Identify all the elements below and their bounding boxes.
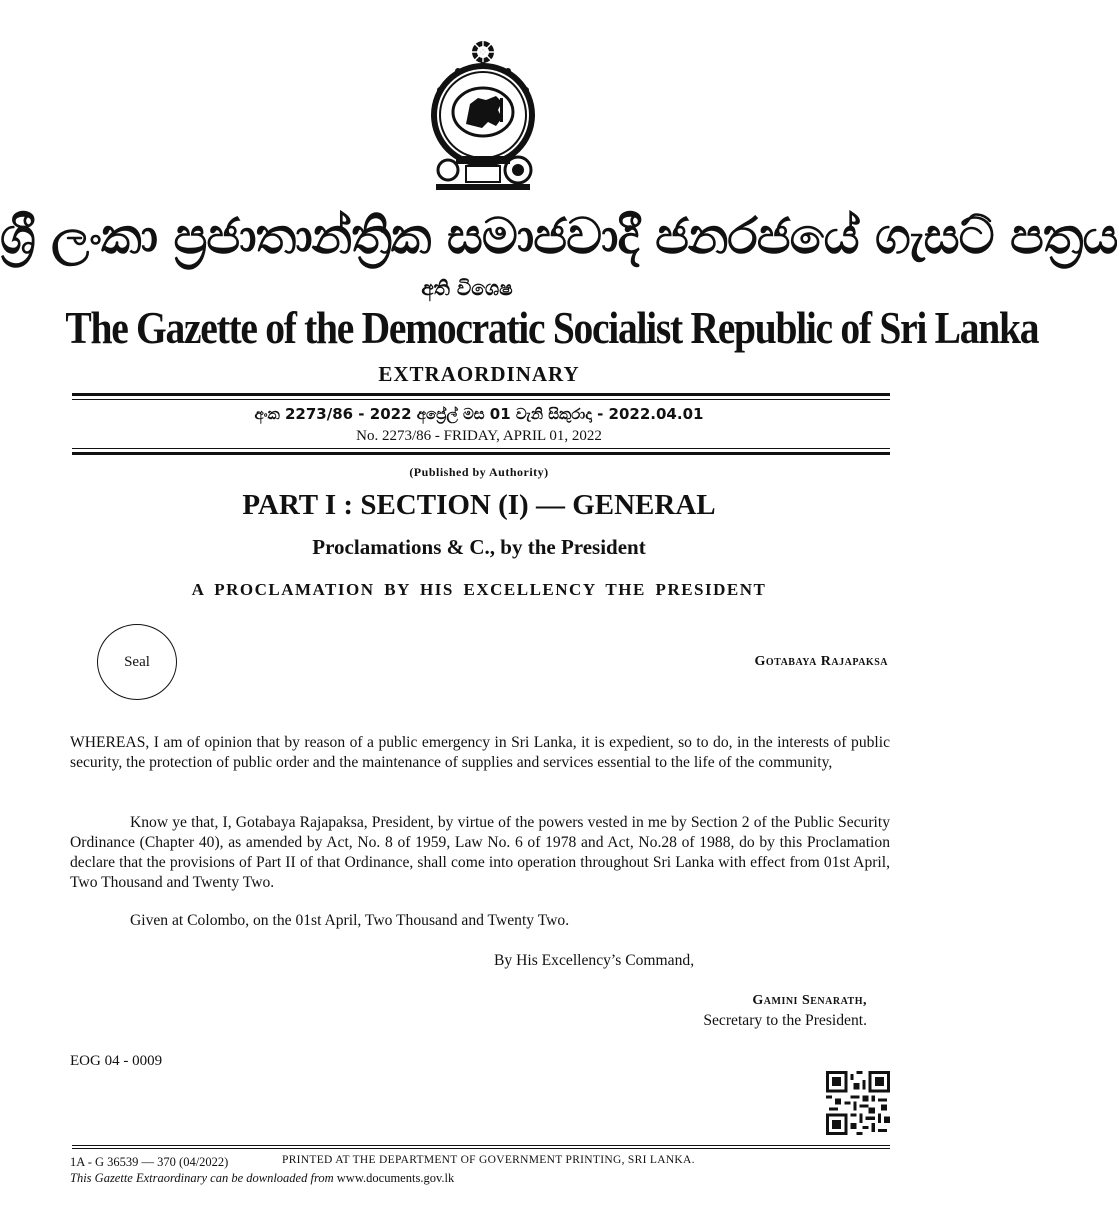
masthead-subtitle-sinhala: අති විශෙෂ (421, 276, 513, 300)
paragraph-whereas: WHEREAS, I am of opinion that by reason of a public emergency in Sri Lanka, it is expedient, so to do, in the interests of public security, the protection of public order and the maintenance of supplies and services essential to the life of the community, (70, 734, 890, 771)
masthead-title-english: The Gazette of the Democratic Socialist Republic of Sri Lanka (65, 302, 1039, 353)
masthead-rule-thin (72, 399, 890, 400)
category-heading: Proclamations & C., by the President (312, 535, 646, 559)
issue-rule-thick (72, 452, 890, 455)
seal-stamp (97, 624, 177, 700)
download-url: www.documents.gov.lk (336, 1171, 455, 1185)
print-reference: 1A - G 36539 — 370 (04/2022) (70, 1155, 229, 1169)
download-note-text: This Gazette Extraordinary can be downloaded from (70, 1171, 334, 1185)
president-name: Gotabaya Rajapaksa (754, 654, 888, 669)
footer-rule-thin-2 (72, 1148, 890, 1149)
paragraph-proclamation: Know ye that, I, Gotabaya Rajapaksa, President, by virtue of the powers vested in me by Section 2 of the Public Security Ordinance (Chapter 40), as amended by Act, No. 8 of 1959, Law No. 6 of 1978 and Act, No.28 of 1988, do by this Proclamation declare that the provisions of Part II of that Ordinance, shall come into operation throughout Sri Lanka with effect from 01st April, Two Thousand and Twenty Two. (70, 814, 890, 891)
masthead-title-sinhala: ශ්‍රී ලංකා ප්‍රජාතාන්ත්‍රික සමාජවාදී ජනරජයේ ගැසට් පත්‍රය (0, 207, 1117, 265)
national-emblem-icon (426, 38, 540, 194)
issue-line-english: No. 2273/86 - FRIDAY, APRIL 01, 2022 (356, 428, 602, 444)
qr-code-icon (826, 1071, 890, 1135)
signer-name: Gamini Senarath, (752, 993, 867, 1008)
command-line: By His Excellency’s Command, (494, 952, 695, 969)
part-heading: PART I : SECTION (I) — GENERAL (242, 489, 716, 521)
proclamation-title: A PROCLAMATION BY HIS EXCELLENCY THE PRESIDENT (191, 580, 767, 599)
footer-rule-thin (72, 1145, 890, 1146)
reference-code: EOG 04 - 0009 (70, 1053, 163, 1069)
seal-label: Seal (124, 653, 150, 670)
printed-by: PRINTED AT THE DEPARTMENT OF GOVERNMENT PRINTING, SRI LANKA. (282, 1154, 695, 1166)
download-note (70, 1170, 454, 1186)
edition-label: EXTRAORDINARY (378, 362, 580, 386)
issue-rule-thin (72, 448, 890, 449)
signer-title: Secretary to the President. (703, 1012, 867, 1029)
published-by-authority: (Published by Authority) (409, 465, 549, 479)
masthead-rule-thick (72, 393, 890, 396)
issue-line-sinhala: අංක 2273/86 - 2022 අප්‍රේල් මස 01 වැනි සිකුරාදා - 2022.04.01 (254, 405, 704, 423)
paragraph-given-at: Given at Colombo, on the 01st April, Two Thousand and Twenty Two. (130, 912, 570, 929)
